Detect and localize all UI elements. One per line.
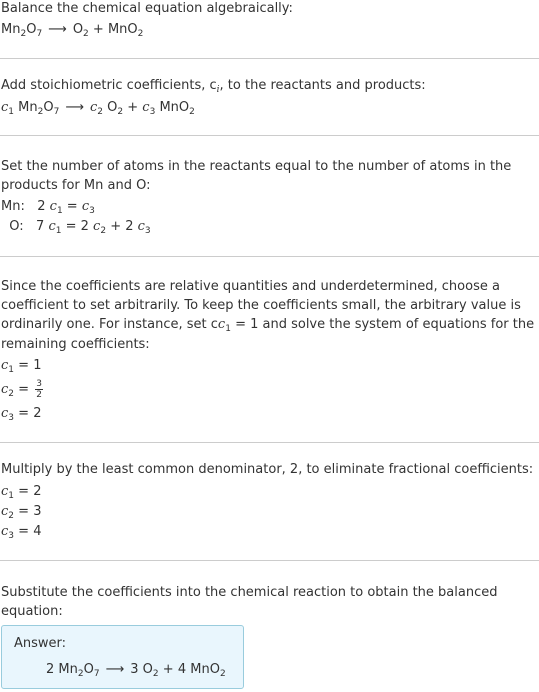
step6-text-1: Substitute the coefficients into the chemical reaction to obtain the balanced (1, 585, 498, 600)
step4-line-3: ordinarily one. For instance, set $cc_1 = 1$ and solve the system of equations for the (1, 317, 535, 334)
answer-label: Answer: (14, 636, 67, 651)
step2-text: Add stoichiometric coefficients, $c_i$, to the reactants and products: (1, 78, 426, 95)
answer-box (1, 625, 244, 689)
step5-text: Multiply by the least common denominator, 2, to eliminate fractional coefficients: (1, 462, 534, 477)
c2-final: $c_2 = 3$ (1, 504, 42, 521)
c3-final: $c_3 = 4$ (1, 524, 42, 541)
step6-text-2: equation: (1, 604, 63, 619)
c1-value: $c_1 = 1$ (1, 358, 42, 375)
unbalanced-equation: $Mn_2O_7$ ⟶ $O_2 + MnO_2$ (1, 22, 144, 39)
step4-line-1: Since the coefficients are relative quantities and underdetermined, choose a (1, 279, 500, 294)
step3-text-1: Set the number of atoms in the reactants equal to the number of atoms in the (1, 159, 512, 174)
divider (0, 256, 539, 257)
step4-line-2: coefficient to set arbitrarily. To keep the coefficients small, the arbitrary value is (1, 298, 521, 313)
mn-balance-row: Mn: 2 $c_1 = c_3$ (1, 199, 95, 216)
divider (0, 560, 539, 561)
step3-text-2: products for Mn and O: (1, 178, 151, 193)
divider (0, 58, 539, 59)
c3-value: $c_3 = 2$ (1, 406, 42, 423)
coefficient-equation: $c_1$ $Mn_2O_7$ ⟶ $c_2$ $O_2 + c_3$ MnO$_2$ (1, 100, 195, 117)
step1-text: Balance the chemical equation algebraically: (1, 1, 293, 16)
balanced-equation: 2 $Mn_2O_7$ ⟶ 3 $O_2 + 4$ MnO$_2$ (46, 662, 226, 679)
c1-final: $c_1 = 2$ (1, 484, 42, 501)
step4-line-4: remaining coefficients: (1, 337, 150, 352)
o-balance-row: O: 7 $c_1 = 2$ $c_2 + 2$ $c_3$ (9, 219, 151, 236)
divider (0, 135, 539, 136)
c2-value: $c_2$ = $\frac{3}{2}$ (1, 379, 42, 400)
divider (0, 442, 539, 443)
